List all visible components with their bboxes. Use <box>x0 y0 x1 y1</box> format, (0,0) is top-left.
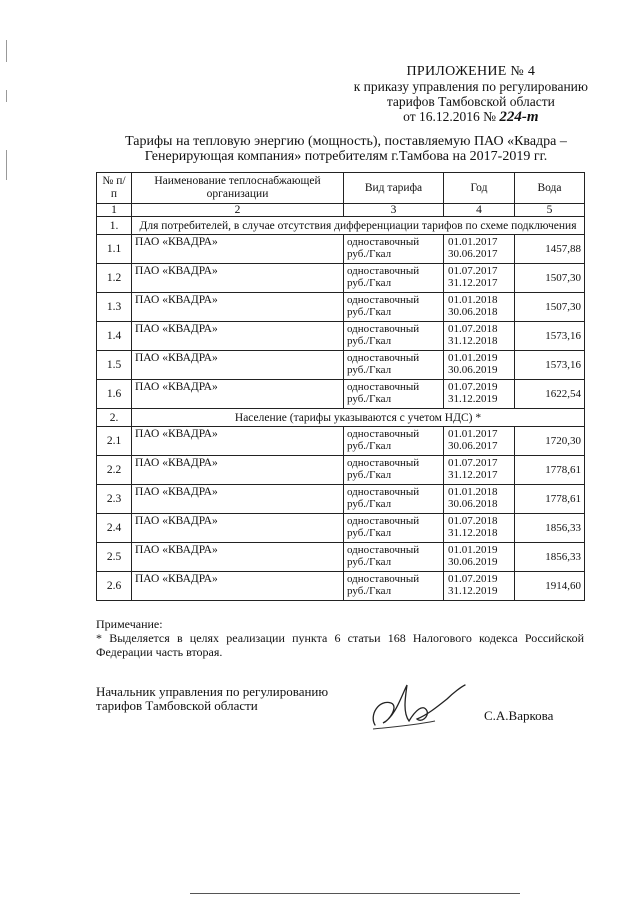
tariff-unit: руб./Гкал <box>347 527 392 539</box>
appendix-authority: тарифов Тамбовской области <box>386 94 555 109</box>
row-number: 2.6 <box>97 572 132 601</box>
row-number: 1.3 <box>97 293 132 322</box>
org-name: ПАО «КВАДРА» <box>132 235 344 264</box>
period-start: 01.07.2018 <box>448 323 498 335</box>
tariff-unit: руб./Гкал <box>347 248 392 260</box>
period-end: 31.12.2019 <box>448 393 498 405</box>
period <box>444 351 515 380</box>
order-date: от 16.12.2016 № <box>403 109 496 124</box>
period-end: 30.06.2019 <box>448 364 498 376</box>
table-row <box>97 427 585 456</box>
scan-edge-mark <box>6 40 7 62</box>
water-tariff-value: 1507,30 <box>515 293 585 322</box>
period <box>444 485 515 514</box>
period-start: 01.01.2017 <box>448 428 498 440</box>
water-tariff-value: 1778,61 <box>515 456 585 485</box>
period-start: 01.07.2019 <box>448 573 498 585</box>
section-title: Для потребителей, в случае отсутствия дифференциации тарифов по схеме подключения <box>132 217 585 235</box>
tariff-unit: руб./Гкал <box>347 306 392 318</box>
col-number: 4 <box>444 204 515 217</box>
row-number: 1.1 <box>97 235 132 264</box>
tariff-unit: руб./Гкал <box>347 556 392 568</box>
col-header-tariff-type: Вид тарифа <box>344 173 444 204</box>
scan-bottom-line <box>190 893 520 894</box>
period <box>444 543 515 572</box>
table-row <box>97 572 585 601</box>
tariff-unit: руб./Гкал <box>347 335 392 347</box>
water-tariff-value: 1507,30 <box>515 264 585 293</box>
water-tariff-value: 1856,33 <box>515 514 585 543</box>
table-row <box>97 380 585 409</box>
row-number: 1.4 <box>97 322 132 351</box>
period <box>444 293 515 322</box>
period-end: 30.06.2017 <box>448 248 498 260</box>
handwritten-signature <box>365 677 475 737</box>
tariff-type-kind: одноставочный <box>347 428 420 440</box>
tariff-table <box>96 172 585 601</box>
period-start: 01.01.2019 <box>448 352 498 364</box>
table-row <box>97 351 585 380</box>
org-name: ПАО «КВАДРА» <box>132 427 344 456</box>
tariff-type <box>344 485 444 514</box>
period <box>444 456 515 485</box>
period-end: 31.12.2017 <box>448 469 498 481</box>
tariff-type <box>344 427 444 456</box>
document-title <box>86 134 606 164</box>
period-end: 30.06.2018 <box>448 498 498 510</box>
period-start: 01.07.2017 <box>448 457 498 469</box>
water-tariff-value: 1856,33 <box>515 543 585 572</box>
tariff-type-kind: одноставочный <box>347 515 420 527</box>
col-header-org: Наименование теплоснабжающей организации <box>132 173 344 204</box>
period-start: 01.07.2019 <box>448 381 498 393</box>
period-start: 01.07.2018 <box>448 515 498 527</box>
table-row <box>97 456 585 485</box>
tariff-type-kind: одноставочный <box>347 457 420 469</box>
tariff-unit: руб./Гкал <box>347 277 392 289</box>
tariff-type-kind: одноставочный <box>347 323 420 335</box>
tariff-type-kind: одноставочный <box>347 236 420 248</box>
period <box>444 514 515 543</box>
org-name: ПАО «КВАДРА» <box>132 322 344 351</box>
col-header-year: Год <box>444 173 515 204</box>
water-tariff-value: 1573,16 <box>515 351 585 380</box>
table-row <box>97 235 585 264</box>
tariff-type <box>344 264 444 293</box>
org-name: ПАО «КВАДРА» <box>132 485 344 514</box>
period <box>444 572 515 601</box>
row-number: 1.6 <box>97 380 132 409</box>
tariff-type-kind: одноставочный <box>347 486 420 498</box>
tariff-type <box>344 514 444 543</box>
row-number: 2.5 <box>97 543 132 572</box>
org-name: ПАО «КВАДРА» <box>132 293 344 322</box>
position-line-1: Начальник управления по регулированию <box>96 684 329 699</box>
signatory-position <box>96 685 328 713</box>
tariff-type <box>344 322 444 351</box>
notes-label: Примечание: <box>96 617 163 631</box>
tariff-type-kind: одноставочный <box>347 573 420 585</box>
appendix-order-ref: к приказу управления по регулированию <box>353 79 588 94</box>
org-name: ПАО «КВАДРА» <box>132 572 344 601</box>
section-title: Население (тарифы указываются с учетом НДС) * <box>132 409 585 427</box>
col-number: 5 <box>515 204 585 217</box>
org-name: ПАО «КВАДРА» <box>132 514 344 543</box>
scan-edge-mark <box>6 90 7 102</box>
org-name: ПАО «КВАДРА» <box>132 351 344 380</box>
col-number: 3 <box>344 204 444 217</box>
period-end: 30.06.2017 <box>448 440 498 452</box>
section-row <box>97 217 585 235</box>
water-tariff-value: 1720,30 <box>515 427 585 456</box>
section-number: 1. <box>97 217 132 235</box>
tariff-type <box>344 456 444 485</box>
org-name: ПАО «КВАДРА» <box>132 380 344 409</box>
water-tariff-value: 1622,54 <box>515 380 585 409</box>
water-tariff-value: 1778,61 <box>515 485 585 514</box>
org-name: ПАО «КВАДРА» <box>132 264 344 293</box>
signer-name: С.А.Варкова <box>484 708 554 723</box>
tariff-type-kind: одноставочный <box>347 352 420 364</box>
table-row <box>97 264 585 293</box>
tariff-unit: руб./Гкал <box>347 469 392 481</box>
period-start: 01.01.2018 <box>448 294 498 306</box>
org-name: ПАО «КВАДРА» <box>132 456 344 485</box>
tariff-type <box>344 380 444 409</box>
period-end: 31.12.2018 <box>448 335 498 347</box>
appendix-date-line <box>354 109 588 125</box>
section-row <box>97 409 585 427</box>
period-end: 31.12.2017 <box>448 277 498 289</box>
tariff-type-kind: одноставочный <box>347 294 420 306</box>
tariff-type <box>344 351 444 380</box>
tariff-unit: руб./Гкал <box>347 498 392 510</box>
period <box>444 235 515 264</box>
appendix-header <box>354 64 588 125</box>
col-header-num: № п/п <box>97 173 132 204</box>
tariff-type <box>344 235 444 264</box>
row-number: 2.2 <box>97 456 132 485</box>
col-number: 1 <box>97 204 132 217</box>
period-end: 30.06.2019 <box>448 556 498 568</box>
row-number: 2.3 <box>97 485 132 514</box>
table-row <box>97 293 585 322</box>
row-number: 1.5 <box>97 351 132 380</box>
period <box>444 380 515 409</box>
table-row <box>97 543 585 572</box>
tariff-unit: руб./Гкал <box>347 585 392 597</box>
title-line-1: Тарифы на тепловую энергию (мощность), поставляемую ПАО «Квадра – <box>125 134 567 149</box>
table-row <box>97 322 585 351</box>
col-number: 2 <box>132 204 344 217</box>
notes-block <box>96 617 584 659</box>
row-number: 2.1 <box>97 427 132 456</box>
org-name: ПАО «КВАДРА» <box>132 543 344 572</box>
tariff-unit: руб./Гкал <box>347 393 392 405</box>
period-end: 31.12.2018 <box>448 527 498 539</box>
col-header-water: Вода <box>515 173 585 204</box>
period <box>444 322 515 351</box>
water-tariff-value: 1573,16 <box>515 322 585 351</box>
row-number: 2.4 <box>97 514 132 543</box>
tariff-type-kind: одноставочный <box>347 265 420 277</box>
tariff-type-kind: одноставочный <box>347 381 420 393</box>
tariff-unit: руб./Гкал <box>347 440 392 452</box>
scan-edge-mark <box>6 150 7 180</box>
period-start: 01.07.2017 <box>448 265 498 277</box>
water-tariff-value: 1914,60 <box>515 572 585 601</box>
title-line-2: Генерирующая компания» потребителям г.Тамбова на 2017-2019 гг. <box>144 149 548 164</box>
table-row <box>97 485 585 514</box>
tariff-type <box>344 543 444 572</box>
tariff-type <box>344 293 444 322</box>
row-number: 1.2 <box>97 264 132 293</box>
tariff-type <box>344 572 444 601</box>
position-line-2: тарифов Тамбовской области <box>96 698 258 713</box>
period-end: 31.12.2019 <box>448 585 498 597</box>
tariff-unit: руб./Гкал <box>347 364 392 376</box>
period-start: 01.01.2018 <box>448 486 498 498</box>
order-number: 224-т <box>499 109 539 125</box>
period-start: 01.01.2017 <box>448 236 498 248</box>
section-number: 2. <box>97 409 132 427</box>
period-end: 30.06.2018 <box>448 306 498 318</box>
period-start: 01.01.2019 <box>448 544 498 556</box>
water-tariff-value: 1457,88 <box>515 235 585 264</box>
appendix-title: ПРИЛОЖЕНИЕ № 4 <box>406 64 536 79</box>
period <box>444 427 515 456</box>
period <box>444 264 515 293</box>
tariff-type-kind: одноставочный <box>347 544 420 556</box>
footnote-text: * Выделяется в целях реализации пункта 6 статьи 168 Налогового кодекса Российской Федерации часть вторая. <box>96 631 584 659</box>
table-row <box>97 514 585 543</box>
